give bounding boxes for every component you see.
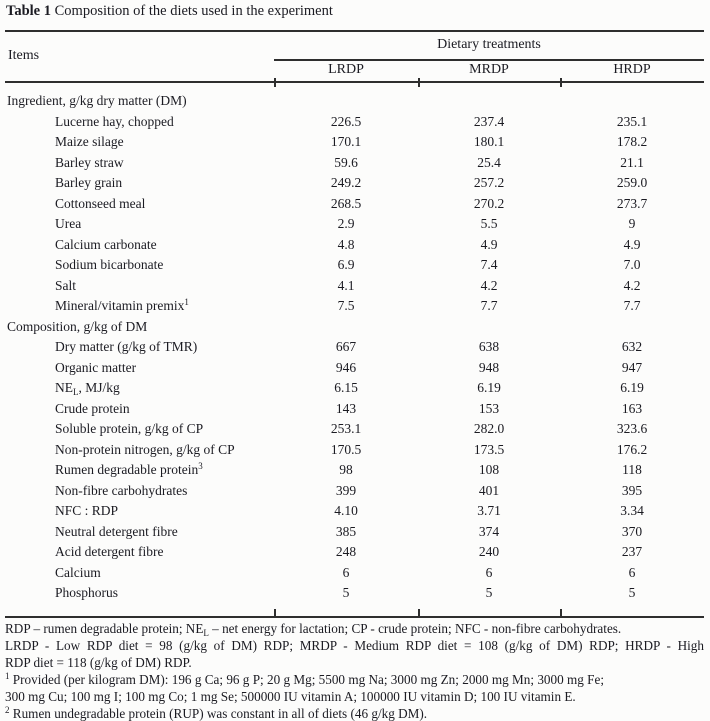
table-row: [0, 153, 704, 174]
value-cell: 226.5: [330, 113, 362, 129]
row-label: Composition, g/kg of DM: [7, 318, 148, 334]
row-label: Calcium carbonate: [55, 236, 157, 252]
value-cell: 9: [628, 216, 636, 232]
value-cell: 399: [335, 482, 357, 498]
row-label: Crude protein: [55, 400, 130, 416]
value-cell: 237.4: [473, 113, 505, 129]
section-header-row: [0, 91, 704, 112]
value-cell: 6: [342, 564, 350, 580]
value-cell: 946: [335, 359, 357, 375]
value-cell: 4.9: [480, 236, 498, 252]
value-cell: 3.34: [620, 503, 644, 519]
value-cell: 4.2: [623, 277, 641, 293]
value-cell: 3.71: [477, 503, 501, 519]
value-cell: 7.0: [623, 257, 641, 273]
footnote-line: RDP – rumen degradable protein; $NE_L$ – net energy for lactation; CP - crude protein; NFC - non-fibre carbohydrates.: [5, 621, 622, 638]
row-label: $NE_L$, MJ/kg: [55, 380, 120, 398]
value-cell: 273.7: [616, 195, 648, 211]
value-cell: 632: [621, 339, 643, 355]
footnote-line: 300 mg Cu; 100 mg I; 100 mg Co; 1 mg Se; 500000 IU vitamin A; 100000 IU vitamin D; 100 IU vitamin E.: [5, 688, 576, 704]
row-label: Salt: [55, 277, 77, 293]
value-cell: 7.7: [480, 298, 498, 314]
value-cell: 253.1: [330, 421, 362, 437]
table-row: [0, 440, 704, 461]
table-row: [0, 296, 704, 317]
row-label: Cottonseed meal: [55, 195, 146, 211]
value-cell: 21.1: [620, 154, 644, 170]
column-divider-tick: [560, 78, 562, 87]
value-cell: 638: [478, 339, 500, 355]
table-row: [0, 235, 704, 256]
value-cell: 4.10: [334, 503, 358, 519]
row-label: Rumen degradable protein$^3$: [55, 461, 203, 478]
table-row: [0, 132, 704, 153]
footnote-line: $^2$ Rumen undegradable protein (RUP) was constant in all of diets (46 g/kg DM).: [5, 705, 428, 721]
value-cell: 4.9: [623, 236, 641, 252]
value-cell: 178.2: [616, 134, 648, 150]
table-row: [0, 214, 704, 235]
row-label: Organic matter: [55, 359, 137, 375]
row-label: NFC : RDP: [55, 503, 119, 519]
value-cell: 323.6: [616, 421, 648, 437]
value-cell: 180.1: [473, 134, 505, 150]
value-cell: 237: [621, 544, 643, 560]
column-header-lrdp: LRDP: [328, 62, 364, 77]
table-row: [0, 276, 704, 297]
value-cell: 4.1: [337, 277, 355, 293]
footnote-line: RDP diet = 118 (g/kg of DM) RDP.: [5, 654, 192, 670]
value-cell: 170.1: [330, 134, 362, 150]
table-row: [0, 419, 704, 440]
row-label: Ingredient, g/kg dry matter (DM): [7, 93, 187, 109]
value-cell: 282.0: [473, 421, 505, 437]
value-cell: 7.7: [623, 298, 641, 314]
row-label: Non-protein nitrogen, g/kg of CP: [55, 441, 235, 457]
table-row: [0, 194, 704, 215]
table-caption-text: Composition of the diets used in the experiment: [51, 3, 333, 19]
value-cell: 5: [628, 585, 636, 601]
value-cell: 6.9: [337, 257, 355, 273]
table-row: [0, 460, 704, 481]
value-cell: 667: [335, 339, 357, 355]
value-cell: 6: [485, 564, 493, 580]
table-bottom-rule: [5, 616, 704, 618]
value-cell: 395: [621, 482, 643, 498]
value-cell: 370: [621, 523, 643, 539]
value-cell: 248: [335, 544, 357, 560]
table-caption-label: Table 1: [6, 3, 51, 19]
row-label: Maize silage: [55, 134, 124, 150]
row-label: Lucerne hay, chopped: [55, 113, 174, 129]
row-label: Calcium: [55, 564, 101, 580]
value-cell: 176.2: [616, 441, 648, 457]
column-header-hrdp: HRDP: [613, 62, 651, 77]
value-cell: 6: [628, 564, 636, 580]
column-divider-tick: [274, 78, 276, 87]
row-label: Acid detergent fibre: [55, 544, 164, 560]
table-row: [0, 522, 704, 543]
value-cell: 143: [335, 400, 357, 416]
section-header-row: [0, 317, 704, 338]
table-row: [0, 337, 704, 358]
value-cell: 948: [478, 359, 500, 375]
value-cell: 2.9: [337, 216, 355, 232]
value-cell: 257.2: [473, 175, 505, 191]
value-cell: 108: [478, 462, 500, 478]
header-bottom-rule: [5, 81, 704, 83]
value-cell: 6.19: [620, 380, 644, 396]
value-cell: 25.4: [477, 154, 501, 170]
value-cell: 4.2: [480, 277, 498, 293]
value-cell: 240: [478, 544, 500, 560]
footnote-line: LRDP - Low RDP diet = 98 (g/kg of DM) RDP; MRDP - Medium RDP diet = 108 (g/kg of DM) RDP; HRDP - High: [5, 637, 704, 653]
treatment-column-headers: [274, 62, 704, 78]
value-cell: 118: [622, 462, 642, 478]
value-cell: 5: [342, 585, 350, 601]
row-label: Neutral detergent fibre: [55, 523, 178, 539]
value-cell: 6.19: [477, 380, 501, 396]
value-cell: 170.5: [330, 441, 362, 457]
table-row: [0, 399, 704, 420]
value-cell: 374: [478, 523, 500, 539]
value-cell: 947: [621, 359, 643, 375]
table-row: [0, 563, 704, 584]
table-caption: [6, 3, 704, 20]
table-body: [0, 91, 704, 604]
row-label: Mineral/vitamin premix$^1$: [55, 297, 189, 314]
row-label: Soluble protein, g/kg of CP: [55, 421, 204, 437]
value-cell: 268.5: [330, 195, 362, 211]
table-row: [0, 583, 704, 604]
value-cell: 270.2: [473, 195, 505, 211]
footnote-line: $^1$ Provided (per kilogram DM): 196 g Ca; 96 g P; 20 g Mg; 5500 mg Na; 3000 mg Zn; 2000 mg Mn; 3000 mg Fe;: [5, 671, 605, 687]
table-row: [0, 378, 704, 399]
value-cell: 153: [478, 400, 500, 416]
table-row: [0, 542, 704, 563]
value-cell: 98: [339, 462, 353, 478]
value-cell: 5: [485, 585, 493, 601]
row-label: Dry matter (g/kg of TMR): [55, 339, 198, 355]
value-cell: 249.2: [330, 175, 362, 191]
value-cell: 7.4: [480, 257, 498, 273]
value-cell: 259.0: [616, 175, 648, 191]
items-column-header: Items: [8, 48, 40, 63]
value-cell: 385: [335, 523, 357, 539]
dietary-treatments-header: Dietary treatments: [437, 37, 541, 52]
value-cell: 401: [478, 482, 500, 498]
row-label: Urea: [55, 216, 82, 232]
row-label: Non-fibre carbohydrates: [55, 482, 188, 498]
column-divider-tick: [418, 78, 420, 87]
row-label: Sodium bicarbonate: [55, 257, 164, 273]
value-cell: 6.15: [334, 380, 358, 396]
table-row: [0, 255, 704, 276]
value-cell: 163: [621, 400, 643, 416]
value-cell: 5.5: [480, 216, 498, 232]
column-header-mrdp: MRDP: [469, 62, 509, 77]
table-row: [0, 173, 704, 194]
group-header-rule: [274, 59, 704, 61]
table-row: [0, 481, 704, 502]
value-cell: 7.5: [337, 298, 355, 314]
table-row: [0, 112, 704, 133]
footnotes: [5, 621, 704, 721]
value-cell: 59.6: [334, 154, 358, 170]
table-row: [0, 501, 704, 522]
row-label: Barley straw: [55, 154, 124, 170]
row-label: Barley grain: [55, 175, 123, 191]
value-cell: 235.1: [616, 113, 648, 129]
value-cell: 173.5: [473, 441, 505, 457]
table-row: [0, 358, 704, 379]
row-label: Phosphorus: [55, 585, 119, 601]
top-rule: [5, 30, 704, 32]
value-cell: 4.8: [337, 236, 355, 252]
